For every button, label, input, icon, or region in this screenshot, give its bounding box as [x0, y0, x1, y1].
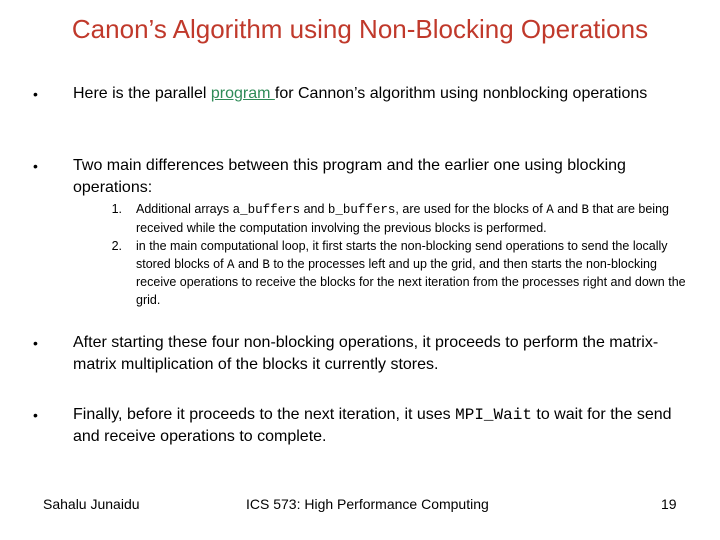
bullet-text: to wait for the send and receive operations to complete. — [73, 406, 672, 445]
subitem-text: in the main computational loop, it first starts the non-blocking send operations to send the locally stored blocks of — [136, 239, 668, 271]
footer-course: ICS 573: High Performance Computing — [246, 496, 489, 512]
bullet-text: for Cannon’s algorithm using nonblocking operations — [274, 85, 648, 102]
code-b-buffers: b_buffers — [327, 203, 396, 217]
subitem-number: 2. — [111, 239, 122, 253]
bullet-marker: • — [33, 335, 38, 351]
subitem-text: that are being received while the computation involving the previous blocks is performed. — [136, 202, 669, 235]
code-B: B — [581, 203, 590, 217]
bullet-four-operations — [73, 332, 673, 376]
bullet-marker: • — [33, 407, 38, 423]
code-A: A — [227, 257, 235, 272]
subitem-text: and — [234, 256, 263, 271]
subitem-additional-arrays — [111, 201, 686, 237]
code-mpi-wait: MPI_Wait — [455, 406, 532, 424]
code-B: B — [262, 257, 270, 272]
bullet-text: Two main differences between this program and the earlier one using blocking operations: — [73, 157, 626, 196]
bullet-text: Finally, before it proceeds to the next iteration, it uses — [73, 406, 456, 423]
code-a-buffers: a_buffers — [232, 203, 301, 217]
subitem-text: to the processes left and up the grid, and then starts the non-blocking receive operations to receive the blocks for the next iteration from the processes right and down the grid. — [136, 256, 686, 307]
subitem-number: 1. — [111, 202, 122, 216]
slide-title: Canon’s Algorithm using Non-Blocking Operations — [71, 14, 649, 44]
subitem-text: and — [300, 202, 328, 216]
bullet-marker: • — [33, 158, 38, 174]
footer-author: Sahalu Junaidu — [43, 496, 140, 512]
footer-page-number: 19 — [661, 496, 677, 512]
program-link[interactable]: program — [210, 85, 275, 102]
code-A: A — [546, 203, 554, 217]
subitem-text: and — [553, 202, 582, 216]
subitem-text: Additional arrays — [136, 202, 233, 216]
subitem-text: , are used for the blocks of — [395, 202, 547, 216]
bullet-mpi-wait — [73, 404, 673, 448]
bullet-main-differences — [73, 155, 673, 199]
bullet-text: After starting these four non-blocking operations, it proceeds to perform the matrix-matrix multiplication of the blocks it currently stores. — [73, 334, 659, 373]
bullet-text: Here is the parallel — [73, 85, 211, 102]
subitem-main-loop — [111, 238, 686, 309]
bullet-parallel-program — [73, 83, 673, 105]
bullet-marker: • — [33, 86, 38, 102]
